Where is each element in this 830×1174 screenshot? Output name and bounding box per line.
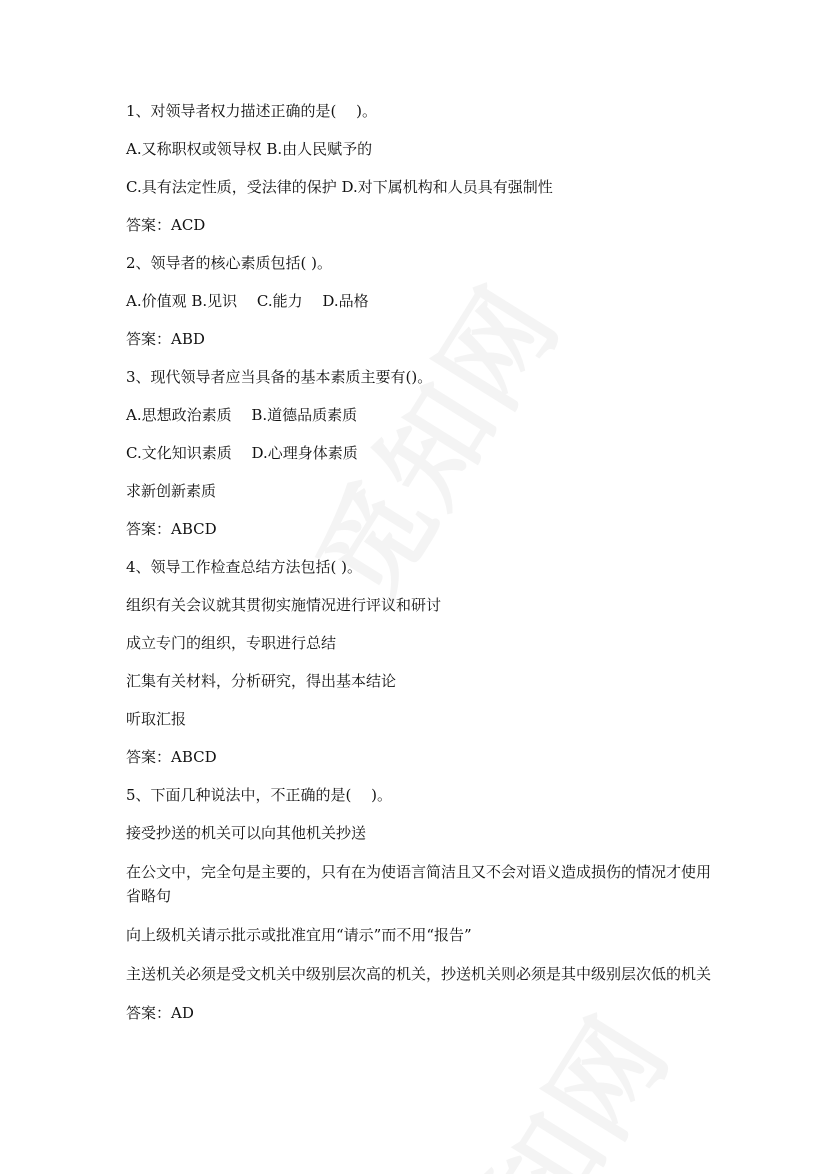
question-3: 3、现代领导者应当具备的基本素质主要有()。 (126, 368, 433, 386)
question-4-option-a: 组织有关会议就其贯彻实施情况进行评议和研讨 (126, 596, 442, 614)
question-3-options-ab: A.思想政治素质 B.道德品质素质 (126, 406, 358, 424)
question-2: 2、领导者的核心素质包括( )。 (126, 254, 333, 272)
question-5-option-c: 向上级机关请示批示或批准宜用“请示”而不用“报告” (126, 926, 472, 944)
question-1: 1、对领导者权力描述正确的是( )。 (126, 102, 378, 120)
question-5-answer: 答案：AD (126, 1004, 194, 1022)
question-4: 4、领导工作检查总结方法包括( )。 (126, 558, 363, 576)
document-body (126, 100, 716, 1040)
question-1-options-cd: C.具有法定性质，受法律的保护 D.对下属机构和人员具有强制性 (126, 178, 553, 196)
question-1-options-ab: A.又称职权或领导权 B.由人民赋予的 (126, 140, 373, 158)
question-5-option-a: 接受抄送的机关可以向其他机关抄送 (126, 824, 367, 842)
question-2-options: A.价值观 B.见识 C.能力 D.品格 (126, 292, 369, 310)
question-4-option-d: 听取汇报 (126, 710, 187, 728)
question-4-option-b: 成立专门的组织，专职进行总结 (126, 634, 337, 652)
question-5-option-d: 主送机关必须是受文机关中级别层次高的机关，抄送机关则必须是其中级别层次低的机关 (126, 965, 712, 983)
question-5: 5、下面几种说法中，不正确的是( )。 (126, 786, 393, 804)
question-2-answer: 答案：ABD (126, 330, 205, 348)
question-5-option-b: 在公文中，完全句是主要的，只有在为使语言简洁且又不会对语义造成损伤的情况才使用省略句 (126, 863, 712, 905)
question-4-answer: 答案：ABCD (126, 748, 217, 766)
question-1-answer: 答案：ACD (126, 216, 206, 234)
question-4-option-c: 汇集有关材料，分析研究，得出基本结论 (126, 672, 397, 690)
question-3-option-e: 求新创新素质 (126, 482, 217, 500)
question-3-answer: 答案：ABCD (126, 520, 217, 538)
question-3-options-cd: C.文化知识素质 D.心理身体素质 (126, 444, 358, 462)
